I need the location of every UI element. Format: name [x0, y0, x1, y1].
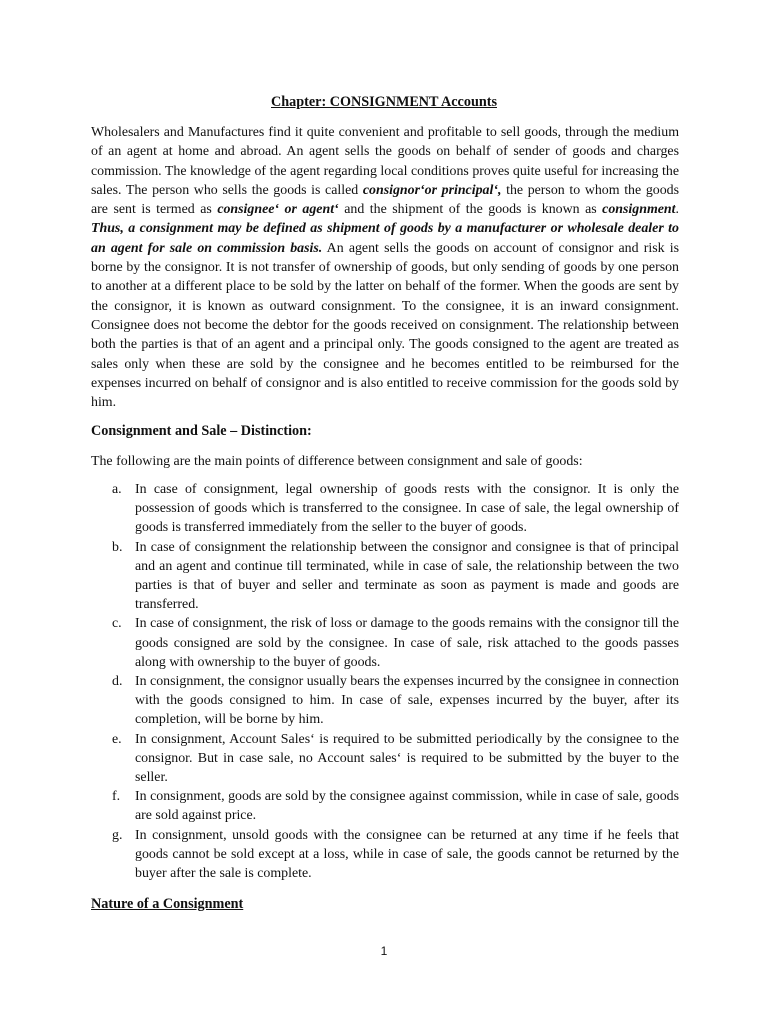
chapter-title — [0, 92, 768, 112]
intro-text-5: An agent sells the goods on account of consignor and risk is borne by the consignor. It is not transfer of ownership of goods, but only sending of goods by one person to another at a different place to be sold by the latter on behalf of the former. When the goods are sent by the consignor, it is known as outward consignment. To the consignee, it is an inward consignment. Consignee does not become the debtor for the goods received on consignment. The relationship between both the parties is that of an agent and a principal only. The goods consigned to the agent are treated as sales only when these are sold by the consignee and he becomes entitled to be reimbursed for the expenses incurred on behalf of consignor and is also entitled to receive commission for the goods sold by him. — [91, 240, 679, 411]
list-item — [91, 787, 679, 825]
list-item-text: In consignment, the consignor usually bears the expenses incurred by the consignee in connection with the goods consigned to him. In case of sale, expenses incurred by the buyer, after its completion, will be borne by him. — [135, 674, 679, 728]
list-marker: c. — [112, 616, 122, 632]
consignment-definition: Thus, a consignment may be defined as shipment of goods by a manufacturer or wholesale dealer to an agent for sale on commission basis. — [91, 221, 679, 256]
list-item — [91, 480, 679, 538]
list-item-text: In case of consignment, the risk of loss or damage to the goods remains with the consignor till the goods consigned are sold by the consignee. In case of sale, risk attached to the goods passes along with ownership to the buyer of goods. — [135, 616, 679, 670]
difference-list — [91, 480, 679, 883]
page-number: 1 — [380, 944, 388, 958]
list-item-text: In consignment, goods are sold by the consignee against commission, while in case of sale, goods are sold against price. — [135, 789, 679, 824]
list-item-text: In consignment, unsold goods with the consignee can be returned at any time if he feels that goods cannot be sold except at a loss, while in case of sale, the goods cannot be returned by the buyer after the sale is complete. — [135, 827, 679, 882]
list-marker: b. — [112, 539, 123, 555]
list-marker: a. — [112, 482, 122, 497]
list-item — [91, 672, 679, 730]
intro-paragraph — [91, 123, 679, 412]
intro-text-1: Wholesalers and Manufactures find it quite convenient and profitable to sell goods, through the medium of an agent at home and abroad. An agent sells the goods on behalf of sender of goods and charges commission. The knowledge of the agent regarding local conditions proves quite useful for increasing the sales. The person who sells the goods is called — [91, 125, 679, 198]
nature-heading: Nature of a Consignment — [91, 896, 244, 912]
term-consignor: consignor‘or principal‘, — [362, 182, 502, 198]
intro-text-3: and the shipment of the goods is known as — [338, 202, 603, 218]
intro-text-4: . — [675, 202, 679, 218]
list-item — [91, 614, 679, 672]
term-consignment: consignment — [602, 202, 676, 218]
chapter-title-text: Chapter: CONSIGNMENT Accounts — [271, 94, 497, 110]
intro-text-2: the person to whom the goods are sent is termed as — [91, 182, 680, 218]
list-item-text: In consignment, Account Sales‘ is required to be submitted periodically by the consignee to the consignor. But in case sale, no Account sales‘ is required to be submitted by the buyer to the seller. — [135, 731, 679, 786]
list-marker: d. — [112, 674, 123, 690]
list-marker: f. — [112, 789, 121, 805]
list-item — [91, 730, 679, 788]
distinction-heading: Consignment and Sale – Distinction: — [91, 423, 312, 439]
list-item — [91, 826, 679, 884]
list-item-text: In case of consignment the relationship between the consignor and consignee is that of principal and an agent and continue till terminated, while in case of sale, the relationship between the two parties is that of buyer and seller and terminate as soon as payment is made and goods are transferred. — [135, 539, 679, 613]
term-consignee: consignee‘ or agent‘ — [217, 202, 339, 218]
list-item-text: In case of consignment, legal ownership of goods rests with the consignor. It is only the possession of goods which is transferred to the consignee. In case of sale, the legal ownership of goods is transferred immediately from the seller to the buyer of goods. — [135, 482, 679, 536]
list-item — [91, 538, 679, 615]
distinction-lead: The following are the main points of difference between consignment and sale of goods: — [91, 454, 583, 469]
list-marker: e. — [112, 731, 122, 747]
list-marker: g. — [112, 827, 123, 843]
